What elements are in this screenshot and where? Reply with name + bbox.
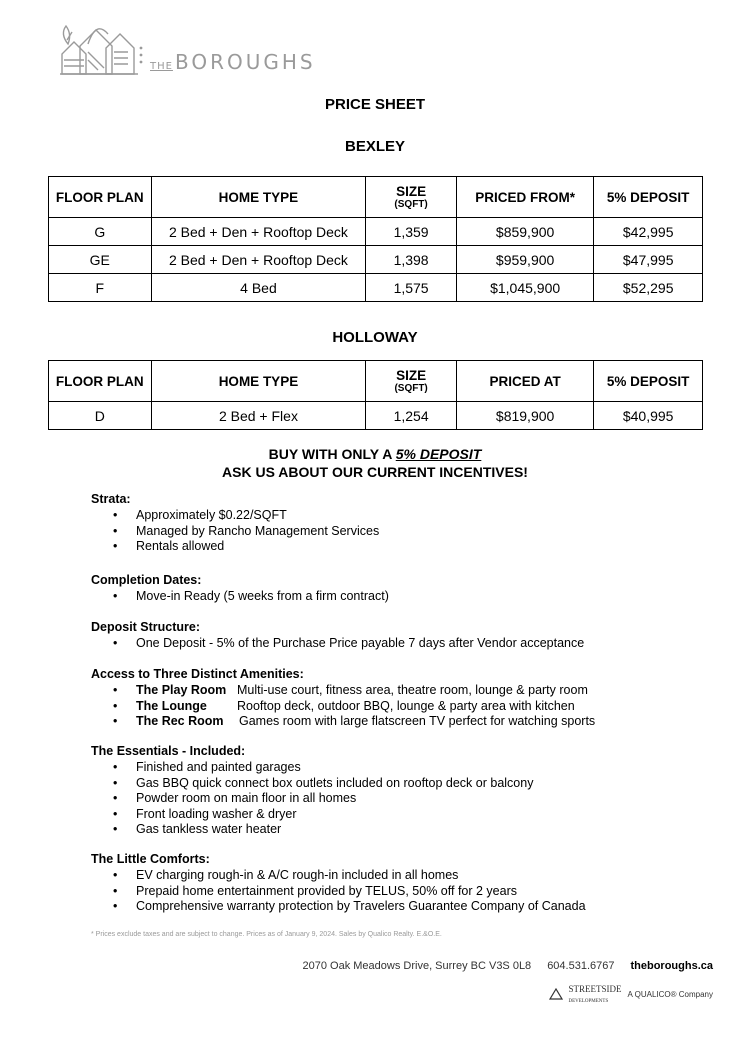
brand-logo xyxy=(58,20,328,80)
brand-the: THE xyxy=(150,61,173,72)
cell-size: 1,575 xyxy=(366,274,457,302)
cell-size: 1,254 xyxy=(366,402,457,430)
section-title: Deposit Structure: xyxy=(91,620,201,634)
list-item: • One Deposit - 5% of the Purchase Price payable 7 days after Vendor acceptance xyxy=(91,636,711,652)
cell-floor-plan: G xyxy=(49,218,152,246)
list-item: • Managed by Rancho Management Services xyxy=(91,524,711,540)
list-item xyxy=(91,714,711,730)
promo-prefix: BUY WITH ONLY A xyxy=(268,446,396,462)
list-item: • Gas BBQ quick connect box outlets included on rooftop deck or balcony xyxy=(91,776,711,792)
table-row xyxy=(49,402,703,430)
list-item xyxy=(91,683,711,699)
cell-size: 1,398 xyxy=(366,246,457,274)
cell-deposit: $47,995 xyxy=(594,246,703,274)
col-priced-at: PRICED AT xyxy=(456,361,593,402)
promo-line-2: ASK US ABOUT OUR CURRENT INCENTIVES! xyxy=(222,464,528,480)
table-row xyxy=(49,218,703,246)
amenities-section xyxy=(91,667,711,730)
holloway-title: HOLLOWAY xyxy=(332,329,418,346)
table-header-row xyxy=(49,177,703,218)
cell-floor-plan: GE xyxy=(49,246,152,274)
strata-section xyxy=(91,492,711,555)
cell-deposit: $52,295 xyxy=(594,274,703,302)
amenity-text: Multi-use court, fitness area, theatre room, lounge & party room xyxy=(237,683,588,697)
col-home-type: HOME TYPE xyxy=(151,177,366,218)
cell-home-type: 2 Bed + Den + Rooftop Deck xyxy=(151,218,366,246)
holloway-price-table xyxy=(48,360,703,430)
table-header-row xyxy=(49,361,703,402)
houses-logo-icon xyxy=(58,20,143,76)
bexley-price-table xyxy=(48,176,703,302)
amenity-text: Games room with large flatscreen TV perfect for watching sports xyxy=(239,714,596,728)
section-title: Access to Three Distinct Amenities: xyxy=(91,667,304,681)
cell-home-type: 2 Bed + Flex xyxy=(151,402,366,430)
col-size: SIZE (SQFT) xyxy=(366,177,457,218)
list-item: • Front loading washer & dryer xyxy=(91,807,711,823)
list-item: • Gas tankless water heater xyxy=(91,822,711,838)
brand-wordmark xyxy=(150,50,316,74)
cell-home-type: 4 Bed xyxy=(151,274,366,302)
developer-name: STREETSIDE DEVELOPMENTS xyxy=(568,984,622,1004)
page-title: PRICE SHEET xyxy=(324,96,426,113)
list-item: • Approximately $0.22/SQFT xyxy=(91,508,711,524)
completion-section xyxy=(91,573,711,605)
developer-footer xyxy=(549,984,713,1004)
footer-website-link[interactable]: theboroughs.ca xyxy=(630,960,713,972)
list-item: • Powder room on main floor in all homes xyxy=(91,791,711,807)
promo-line-1 xyxy=(0,446,750,462)
table-row xyxy=(49,274,703,302)
col-size: SIZE (SQFT) xyxy=(366,361,457,402)
list-item: • Comprehensive warranty protection by Travelers Guarantee Company of Canada xyxy=(91,899,711,915)
col-floor-plan: FLOOR PLAN xyxy=(49,361,152,402)
col-deposit: 5% DEPOSIT xyxy=(594,361,703,402)
amenity-label: The Rec Room xyxy=(136,714,224,728)
cell-floor-plan: D xyxy=(49,402,152,430)
qualico-company: A QUALICO® Company xyxy=(627,989,713,999)
col-floor-plan: FLOOR PLAN xyxy=(49,177,152,218)
footer-address: 2070 Oak Meadows Drive, Surrey BC V3S 0L8 xyxy=(302,960,532,972)
list-item: • Move-in Ready (5 weeks from a firm contract) xyxy=(91,589,711,605)
amenity-label: The Play Room xyxy=(136,683,227,697)
comforts-section xyxy=(91,852,711,915)
cell-price: $859,900 xyxy=(456,218,593,246)
cell-price: $959,900 xyxy=(456,246,593,274)
amenity-text: Rooftop deck, outdoor BBQ, lounge & party area with kitchen xyxy=(237,698,575,713)
cell-deposit: $40,995 xyxy=(594,402,703,430)
section-title: Completion Dates: xyxy=(91,573,202,587)
list-item: • Rentals allowed xyxy=(91,539,711,555)
cell-floor-plan: F xyxy=(49,274,152,302)
cell-price: $1,045,900 xyxy=(456,274,593,302)
brand-name: BOROUGHS xyxy=(174,50,316,74)
col-home-type: HOME TYPE xyxy=(151,361,366,402)
list-item xyxy=(91,699,711,715)
list-item: • EV charging rough-in & A/C rough-in included in all homes xyxy=(91,868,711,884)
cell-price: $819,900 xyxy=(456,402,593,430)
fine-print: * Prices exclude taxes and are subject to change. Prices as of January 9, 2024. Sales by Qualico Realty. E.&O.E. xyxy=(91,931,442,938)
section-title: The Essentials - Included: xyxy=(91,744,246,758)
section-title: The Little Comforts: xyxy=(91,852,210,866)
list-item: • Finished and painted garages xyxy=(91,760,711,776)
amenity-label: The Lounge xyxy=(136,698,207,713)
bexley-title: BEXLEY xyxy=(344,138,405,155)
streetside-logo-icon xyxy=(549,988,563,1000)
table-row xyxy=(49,246,703,274)
col-deposit: 5% DEPOSIT xyxy=(594,177,703,218)
cell-deposit: $42,995 xyxy=(594,218,703,246)
deposit-section xyxy=(91,620,711,652)
footer-phone: 604.531.6767 xyxy=(547,960,615,972)
section-title: Strata: xyxy=(91,492,131,506)
list-item: • Prepaid home entertainment provided by TELUS, 50% off for 2 years xyxy=(91,884,711,900)
cell-size: 1,359 xyxy=(366,218,457,246)
footer-contact xyxy=(303,960,713,972)
cell-home-type: 2 Bed + Den + Rooftop Deck xyxy=(151,246,366,274)
col-priced-from: PRICED FROM* xyxy=(456,177,593,218)
essentials-section xyxy=(91,744,711,838)
promo-emphasis: 5% DEPOSIT xyxy=(395,446,482,462)
